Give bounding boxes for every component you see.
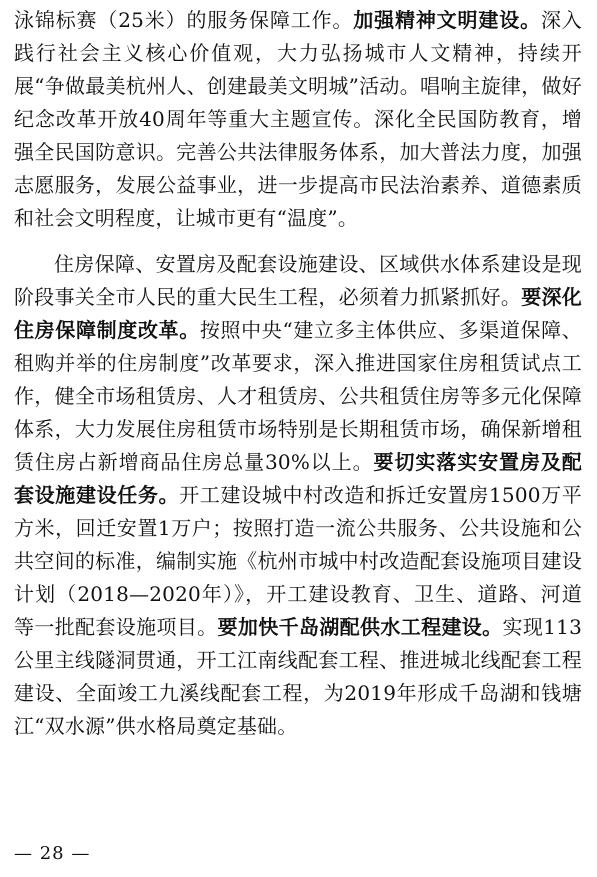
heading-run: 加强精神文明建设。 bbox=[353, 8, 541, 32]
heading-run: 要加快千岛湖配供水工程建设。 bbox=[217, 615, 503, 639]
document-page bbox=[14, 4, 582, 743]
text-run: 开工建设城中村改造和拆迁安置房1500万平方米，回迁安置1万户；按照打造一流公共服务、公共设施和公共空间的标准，编制实施《杭州市城中村改造配套设施项目建设计划（2018—2020年）》，开工建设教育、卫生、道路、河道等一批配套设施项目。 bbox=[14, 483, 582, 639]
page-number: — 28 — bbox=[14, 843, 91, 864]
text-run: 按照中央“建立多主体供应、多渠道保障、租购并举的住房制度”改革要求，深入推进国家住房租赁试点工作，健全市场租赁房、人才租赁房、公共租赁住房等多元化保障体系，大力发展住房租赁市场特别是长期租赁市场，确保新增租赁住房占新增商品住房总量30%以上。 bbox=[14, 318, 582, 474]
text-run: 泳锦标赛（25米）的服务保障工作。 bbox=[14, 8, 354, 32]
text-run: 实现113公里主线隧洞贯通，开工江南线配套工程、推进城北线配套工程建设、全面竣工九溪线配套工程，为2019年形成千岛湖和钱塘江“双水源”供水格局奠定基础。 bbox=[14, 615, 582, 738]
heading-run: 要深化住房保障制度改革。 bbox=[14, 285, 582, 342]
text-run: 住房保障、安置房及配套设施建设、区域供水体系建设是现阶段事关全市人民的重大民生工程，必须着力抓紧抓好。 bbox=[14, 252, 582, 309]
paragraph-civilization bbox=[14, 4, 582, 235]
heading-run: 要切实落实安置房及配套设施建设任务。 bbox=[14, 450, 583, 507]
paragraph-housing bbox=[14, 248, 582, 743]
text-run: 深入践行社会主义核心价值观，大力弘扬城市人文精神，持续开展“争做最美杭州人、创建最美文明城”活动。唱响主旋律，做好纪念改革开放40周年等重大主题宣传。深化全民国防教育，增强全民国防意识。完善公共法律服务体系，加大普法力度，加强志愿服务，发展公益事业，进一步提高市民法治素养、道德素质和社会文明程度，让城市更有“温度”。 bbox=[14, 8, 582, 230]
